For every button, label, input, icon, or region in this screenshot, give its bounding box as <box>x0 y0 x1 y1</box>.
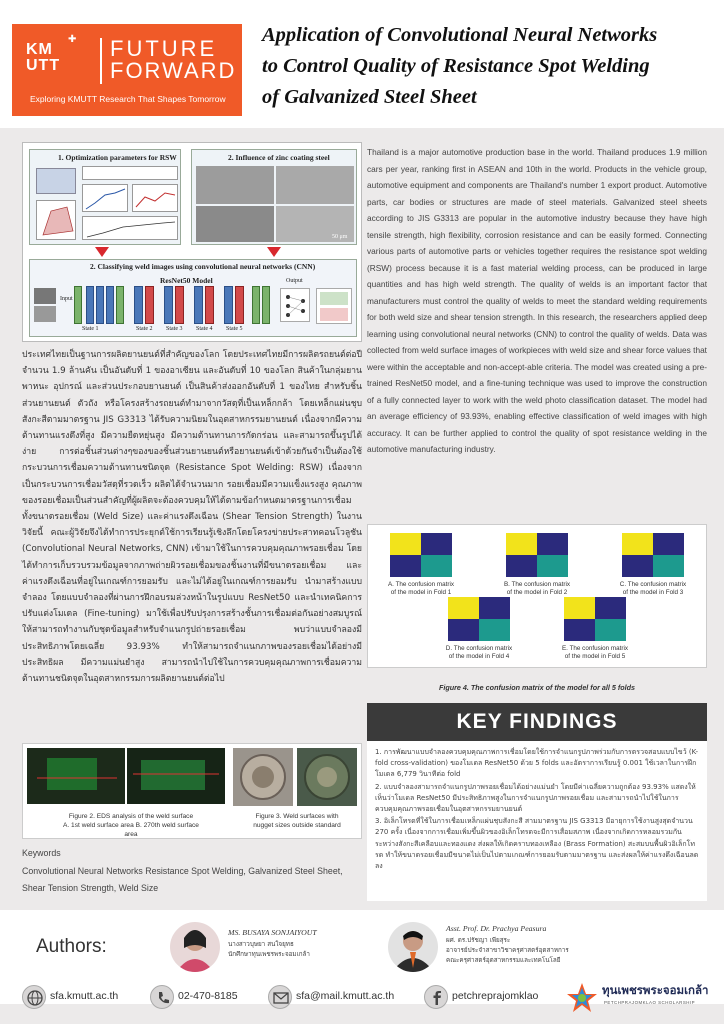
confusion-matrix-fold-2 <box>506 533 568 577</box>
methodology-figure <box>22 142 362 342</box>
weld-surface-1 <box>233 748 293 806</box>
block-id-1 <box>145 286 154 324</box>
block-zero-padding <box>74 286 82 324</box>
block-avg-pool <box>252 286 260 324</box>
block-id-2 <box>175 286 184 324</box>
sparkle-icon: ✚ <box>68 34 77 45</box>
block-relu <box>106 286 114 324</box>
title-line-2: to Control Quality of Resistance Spot Welding <box>262 55 650 77</box>
parameter-chart-1 <box>82 184 128 212</box>
phone-number[interactable]: 02-470-8185 <box>178 990 238 1002</box>
block-max-pool <box>116 286 124 324</box>
block-id-3 <box>205 286 214 324</box>
block-conv-2 <box>164 286 173 324</box>
block-conv <box>86 286 94 324</box>
sem-image-1 <box>196 166 274 204</box>
output-label: Output <box>286 278 303 284</box>
eds-image-b <box>127 748 225 804</box>
confusion-matrix-panel <box>367 524 707 668</box>
panel-optimization <box>29 149 181 245</box>
cm-caption-3: C. The confusion matrix of the model in Fold 3 <box>619 581 687 596</box>
flow-arrow-1 <box>95 247 109 257</box>
model-name: ResNet50 Model <box>160 276 213 285</box>
key-finding-2: 2. แบบจำลองสามารถจำแนกรูปภาพรอยเชื่อมได้อย่างแม่นยำ โดยมีค่าเฉลี่ยความถูกต้อง 93.93% แสดงให้เห็นว่าโมเดล ResNet50 มีประสิทธิภาพสูงในการจำแนกรูปภาพรอยเชื่อม และสามารถนำไปใช้ในการควบคุมคุณภาพรอยเชื่อมในอุตสาหกรรมยานยนต์ <box>375 782 696 814</box>
weld-sample-2 <box>34 306 56 322</box>
input-label: Input <box>60 296 73 302</box>
panel-zinc-coating <box>191 149 357 245</box>
figure-2-caption: Figure 2. EDS analysis of the weld surface A. 1st weld surface area B. 270th weld surface area <box>63 813 199 838</box>
logo-sub-text: PETCHPRAJOMKLAO SCHOLARSHIP <box>604 1000 696 1005</box>
specimen-drawing <box>82 166 178 180</box>
brand-tagline: Exploring KMUTT Research That Shapes Tomorrow <box>30 94 226 104</box>
keywords-title: Keywords <box>22 848 61 858</box>
eds-image-a <box>27 748 125 804</box>
email-link[interactable]: sfa@mail.kmutt.ac.th <box>296 990 395 1002</box>
email-icon <box>268 985 292 1009</box>
brand-divider <box>100 38 102 84</box>
stage-label-5: State 5 <box>226 326 243 332</box>
facebook-icon <box>424 985 448 1009</box>
block-conv-3 <box>194 286 203 324</box>
tensile-chart <box>82 216 178 240</box>
author-2-faculty: คณะครุศาสตร์อุตสาหกรรมและเทคโนโลยี <box>446 957 561 964</box>
contact-footer <box>0 983 724 1024</box>
panel-zinc-title: 2. Influence of zinc coating steel <box>228 153 330 162</box>
avatar-advisor <box>388 922 438 972</box>
confusion-matrix-fold-4 <box>448 597 510 641</box>
fc-layer <box>280 288 310 322</box>
brand-forward: FORWARD <box>110 58 237 83</box>
rsw-machine-image <box>36 168 76 194</box>
key-finding-1: 1. การพัฒนาแบบจำลองควบคุมคุณภาพการเชื่อมโดยใช้การจำแนกรูปภาพร่วมกับการตรวจสอบแบบไขว้ (K-fold cross-validation) ของโมเดล ResNet50 ด้วย 5 folds และอัตราการเรียนรู้ 0.001 ใช้เวลาในการฝึกโมเดล 6,779 วินาทีต่อ fold <box>375 748 698 779</box>
kmutt-future-forward-logo <box>12 24 242 116</box>
english-abstract: Thailand is a major automotive production base in the world. Thailand produces 1.9 million cars per year, ranking first in ASEAN and 10th in the world. Products in the vehicle group, automotive equipment and components are Thailand's number 1 export product. Automotive parts, car bodies or structures are made of steel materials. Galvanized steel sheets according to JIS G3313 are popular in the automotive industry because they have high tensile strength, high flexibility, corrosion resistance and can be easily formed. Connecting various parts of automotive parts or vehicles together requires the resistance spot welding (RSW) process because it is a fast material welding process, can be produced in large quantities and has high weld strength. The quality of welds is an important factor that manufacturers must control the quality of welds to meet the standard welding requirements for both weld size and shear tension strength. In this research, the researchers applied deep learning using convolutional neural networks (CNN) to control the quality of welds. Data was collected from weld surface images of workpieces with weld size and shear force values that were within the acceptable and non-accept-able criteria. The model was created using a pre-trained ResNet50 model, and a fine-tuning technique was used to improve the construction of a fully connected layer to work with the weld photo classification dataset. The model had an average efficiency of 93.93%, enabling effective classification of weld images with high accuracy. It can be further applied to control the quality of spot resistance welding in the automotive manufacturing industry. <box>367 147 707 454</box>
scale-bar-label: 50 μm <box>332 234 348 240</box>
block-conv-4 <box>224 286 233 324</box>
cm-caption-5: E. The confusion matrix of the model in Fold 5 <box>561 645 629 660</box>
weld-surface-2 <box>297 748 357 806</box>
poster-title <box>262 20 712 113</box>
weld-lobe-chart <box>36 200 76 240</box>
brand-future: FUTURE <box>110 36 218 61</box>
sem-image-2 <box>276 166 354 204</box>
avatar-student <box>170 922 220 972</box>
author-2-name: Asst. Prof. Dr. Prachya Peasura <box>446 924 547 933</box>
title-line-3: of Galvanized Steel Sheet <box>262 86 477 108</box>
logo-thai-text: ทุนเพชรพระจอมเกล้า <box>602 983 709 997</box>
confusion-matrix-fold-3 <box>622 533 684 577</box>
petchprajomklao-logo <box>566 980 716 1016</box>
sem-image-3 <box>196 206 274 242</box>
key-findings-title: KEY FINDINGS <box>367 703 707 741</box>
title-line-1: Application of Convolutional Neural Networks <box>262 24 658 46</box>
stage-label-3: State 3 <box>166 326 183 332</box>
stage-label-4: State 4 <box>196 326 213 332</box>
block-conv-1 <box>134 286 143 324</box>
authors-label: Authors: <box>36 936 107 957</box>
block-batch-norm <box>96 286 104 324</box>
flow-arrow-2 <box>267 247 281 257</box>
weld-sample-1 <box>34 288 56 304</box>
cm-caption-4: D. The confusion matrix of the model in Fold 4 <box>445 645 513 660</box>
stage-label-2: State 2 <box>136 326 153 332</box>
class-reject <box>320 308 348 321</box>
panel-cnn-title: 2. Classifying weld images using convolutional neural networks (CNN) <box>90 262 316 271</box>
author-1-role: นักศึกษาทุนเพชรพระจอมเกล้า <box>228 951 310 958</box>
key-findings-body <box>367 741 707 901</box>
cm-caption-2: B. The confusion matrix of the model in Fold 2 <box>503 581 571 596</box>
phone-icon <box>150 985 174 1009</box>
figure-3-caption: Figure 3. Weld surfaces with nugget sizes outside standard <box>253 813 341 829</box>
globe-icon <box>22 985 46 1009</box>
cm-caption-1: A. The confusion matrix of the model in Fold 1 <box>387 581 455 596</box>
figure-2-3-panel <box>22 743 362 839</box>
website-link[interactable]: sfa.kmutt.ac.th <box>50 990 119 1002</box>
author-2-thai-name: ผศ. ดร.ปรัชญา เพียสุระ <box>446 937 511 944</box>
stage-label-1: State 1 <box>82 326 99 332</box>
parameter-chart-2 <box>132 184 178 212</box>
confusion-matrix-fold-5 <box>564 597 626 641</box>
author-1-thai-name: นางสาวบุษยา สนใจยุทธ <box>228 941 294 948</box>
output-classes <box>316 288 352 324</box>
keywords-text: Convolutional Neural Networks Resistance Spot Welding, Galvanized Steel Sheet, Shear Tension Strength, Weld Size <box>22 866 343 893</box>
block-flattening <box>262 286 270 324</box>
author-2-position: อาจารย์ประจำสาขาวิชาครุศาสตร์อุตสาหการ <box>446 947 569 954</box>
thai-abstract: ประเทศไทยเป็นฐานการผลิตยานยนต์ที่สำคัญของโลก โดยประเทศไทยมีการผลิตรถยนต์ต่อปี จำนวน 1.9 ล้านคัน เป็นอันดับที่ 1 ของอาเซียน และอันดับที่ 10 ของโลก สินค้าในกลุ่มยานพาหนะ อุปกรณ์ และส่วนประกอบยานยนต์ เป็นสินค้าส่งออกอันดับที่ 1 ของไทย สำหรับชิ้นส่วนยานยนต์ ตัวถัง หรือโครงสร้างรถยนต์ทำมาจากวัสดุที่เป็นเหล็กกล้า โดยเหล็กแผ่นชุบสังกะสีตามมาตรฐาน JIS G3313 ได้รับความนิยมในอุตสาหกรรมยานยนต์ เนื่องจากมีความต้านทานแรงดึงที่สูง มีความยืดหยุ่นสูง มีความต้านทานการกัดกร่อน และสามารถขึ้นรูปได้ง่าย การต่อชิ้นส่วนต่างๆของของชิ้นส่วนยานยนต์หรือยานยนต์เข้าด้วยกันจำเป็นต้องใช้กระบวนการเชื่อมความต้านทานชนิดจุด (Resistance Spot Welding: RSW) เนื่องจากเป็นกระบวนการเชื่อมวัสดุที่รวดเร็ว ผลิตได้จำนวนมาก รอยเชื่อมมีความแข็งแรงสูง คุณภาพของรอยเชื่อมเป็นส่วนสำคัญที่ผู้ผลิตจะต้องควบคุมให้ได้ตามข้อกำหนดมาตรฐานการเชื่อม ทั้งขนาดรอยเชื่อม (Weld Size) และค่าแรงดึงเฉือน (Shear Tension Strength) ในงานวิจัยนี้ คณะผู้วิจัยจึงได้ทำการประยุกต์ใช้การเรียนรู้เชิงลึกโดยโครงข่ายประสาทคอนโวลูชัน (Convolutional Neural Networks, CNN) เข้ามาใช้ในการควบคุมคุณภาพรอยเชื่อม โดยได้ทำการเก็บรวบรวมข้อมูลจากภาพถ่ายผิวรอยเชื่อมของชิ้นงานที่มีขนาดรอยเชื่อม และค่าแรงดึงเฉือนที่อยู่ในเกณฑ์การยอมรับ และไม่ได้อยู่ในเกณฑ์การยอมรับ นำมาสร้างแบบจำลอง โดยแบบจำลองที่ผ่านการฝึกอบรมล่วงหน้าในรูปแบบ ResNet50 และนำเทคนิคการปรับแต่งโมเดล (Fine-tuning) มาใช้เพื่อปรับปรุงการสร้างชั้นการเชื่อมต่อกันอย่างสมบูรณ์ให้สามารถทำงานกับชุดข้อมูลสำหรับจำแนกรูปถ่ายรอยเชื่อม พบว่าแบบจำลองมีประสิทธิภาพโดยเฉลี่ย 93.93% ทำให้สามารถจำแนกภาพของรอยเชื่อมได้อย่างมีประสิทธิผล มีความแม่นยำสูง สามารถนำไปใช้ในการควบคุมคุณภาพการเชื่อมความต้านทานชนิดจุดในอุตสาหกรรมการผลิตยานยนต์ต่อไป <box>22 350 362 685</box>
petch-star-icon <box>566 982 598 1014</box>
key-finding-3: 3. อิเล็กโทรดที่ใช้ในการเชื่อมเหล็กแผ่นชุบสังกะสี สามมาตรฐาน JIS G3313 มีอายุการใช้งานสูงสุดจำนวน 270 ครั้ง เนื่องจากการเชื่อมเพิ่มขึ้นผิวของอิเล็กโทรดจะมีการเสื่อมสภาพ เนื่องจากเกิดการหลอมรวมกันระหว่างสังกะสีเคลือบและทองแดง ส่งผลให้เกิดคราบทองเหลือง (Brass Formation) สะสมบนพื้นผิวอิเล็กโทรด ทำให้ขนาดรอยเชื่อมมีขนาดไม่เป็นไปตามเกณฑ์การยอมรับตามมาตรฐาน และส่งผลให้ค่าแรงดึงเฉือนลดลง <box>375 817 699 871</box>
confusion-matrix-fold-1 <box>390 533 452 577</box>
poster-header <box>0 0 724 128</box>
panel-cnn <box>29 259 357 337</box>
facebook-link[interactable]: petchreprajomklao <box>452 990 539 1002</box>
author-1-name: MS. BUSAYA SONJAIYOUT <box>228 928 317 937</box>
kmutt-wordmark: KM UTT <box>26 41 61 74</box>
block-id-4 <box>235 286 244 324</box>
figure-4-caption: Figure 4. The confusion matrix of the model for all 5 folds <box>438 683 636 692</box>
panel-optimization-title: 1. Optimization parameters for RSW <box>58 153 177 162</box>
class-accept <box>320 292 348 305</box>
